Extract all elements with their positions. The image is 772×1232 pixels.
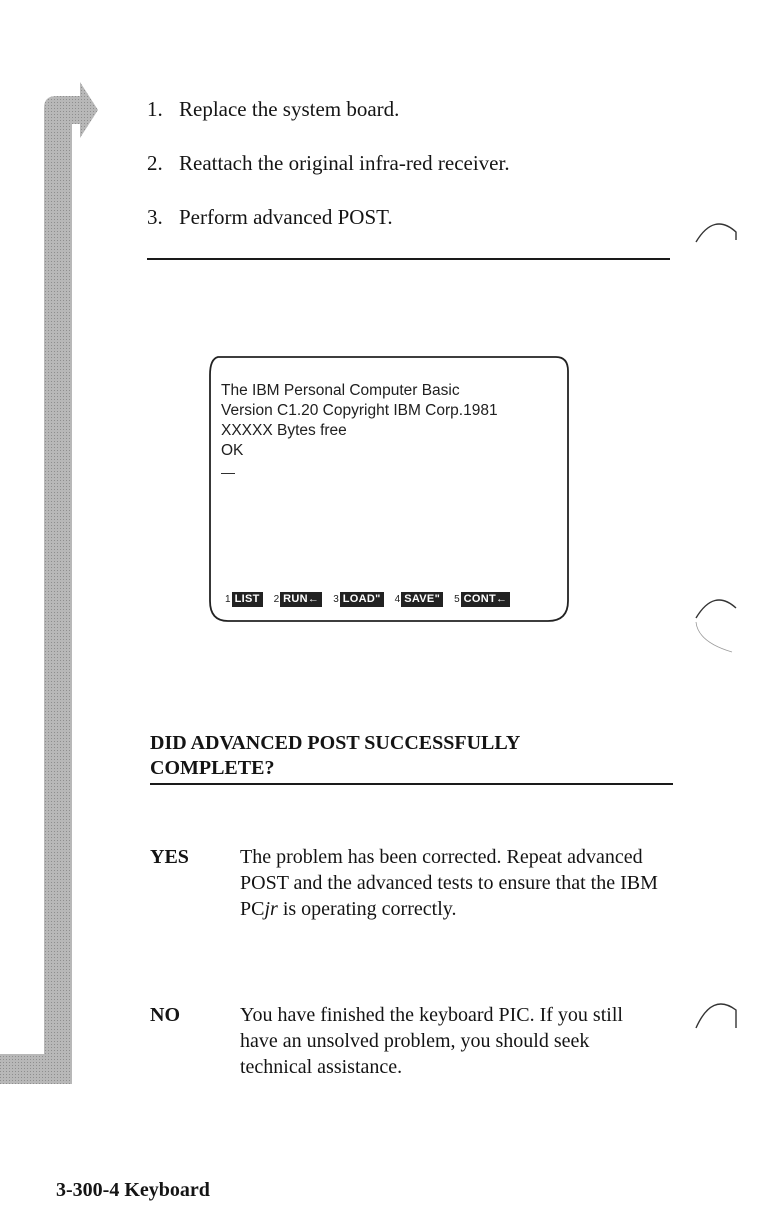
answer-yes-text-part: is operating correctly. bbox=[277, 898, 457, 920]
function-key-bar bbox=[225, 592, 521, 607]
screen-line: The IBM Personal Computer Basic bbox=[221, 382, 460, 399]
answer-no-text: You have finished the keyboard PIC. If you still have an unsolved problem, you should seek technical assistance. bbox=[240, 1004, 623, 1078]
basic-screen-text bbox=[221, 381, 498, 474]
function-key-2 bbox=[274, 592, 323, 607]
function-key-label: RUN← bbox=[280, 592, 322, 607]
steps-list bbox=[147, 96, 510, 258]
text-cursor bbox=[221, 473, 235, 474]
function-key-number: 2 bbox=[273, 594, 280, 605]
function-key-1 bbox=[225, 592, 263, 607]
step-number: 3. bbox=[147, 205, 163, 229]
flow-arrow-graphic bbox=[0, 0, 110, 1090]
function-key-label: LIST bbox=[232, 592, 263, 607]
function-key-number: 5 bbox=[454, 594, 460, 605]
function-key-5 bbox=[454, 592, 510, 607]
screen-line: XXXXX Bytes free bbox=[221, 422, 347, 439]
step-number: 1. bbox=[147, 97, 163, 121]
answer-no-key: NO bbox=[150, 1004, 180, 1026]
function-key-label: CONT← bbox=[461, 592, 511, 607]
step-item bbox=[147, 204, 510, 231]
question-line-1: DID ADVANCED POST SUCCESSFULLY bbox=[150, 732, 521, 754]
screen-line: Version C1.20 Copyright IBM Corp.1981 bbox=[221, 402, 498, 419]
function-key-3 bbox=[333, 592, 383, 607]
function-key-number: 1 bbox=[225, 594, 231, 605]
step-item bbox=[147, 96, 510, 123]
decision-question bbox=[150, 731, 520, 781]
answer-yes-key: YES bbox=[150, 846, 189, 868]
question-line-2: COMPLETE? bbox=[150, 757, 275, 779]
page-footer: 3-300-4 Keyboard bbox=[56, 1179, 210, 1201]
function-key-number: 4 bbox=[394, 594, 401, 605]
question-underline bbox=[150, 783, 673, 785]
binder-mark-icon bbox=[692, 998, 742, 1034]
answer-yes-text bbox=[240, 844, 660, 922]
section-divider bbox=[147, 258, 670, 260]
function-key-label: SAVE" bbox=[401, 592, 443, 607]
answer-yes-text-part: The problem has been corrected. Repeat advanced POST and the advanced tests to ensure that the IBM PC bbox=[240, 846, 658, 920]
step-item bbox=[147, 150, 510, 177]
answer-yes-text-italic: jr bbox=[264, 898, 278, 920]
step-number: 2. bbox=[147, 151, 163, 175]
step-text: Replace the system board. bbox=[179, 97, 400, 121]
function-key-label: LOAD" bbox=[340, 592, 384, 607]
step-text: Perform advanced POST. bbox=[179, 205, 393, 229]
binder-mark-icon bbox=[692, 218, 742, 248]
function-key-number: 3 bbox=[333, 594, 339, 605]
function-key-4 bbox=[395, 592, 443, 607]
step-text: Reattach the original infra-red receiver. bbox=[179, 151, 510, 175]
binder-mark-icon bbox=[692, 592, 742, 658]
screen-line: OK bbox=[221, 442, 244, 459]
